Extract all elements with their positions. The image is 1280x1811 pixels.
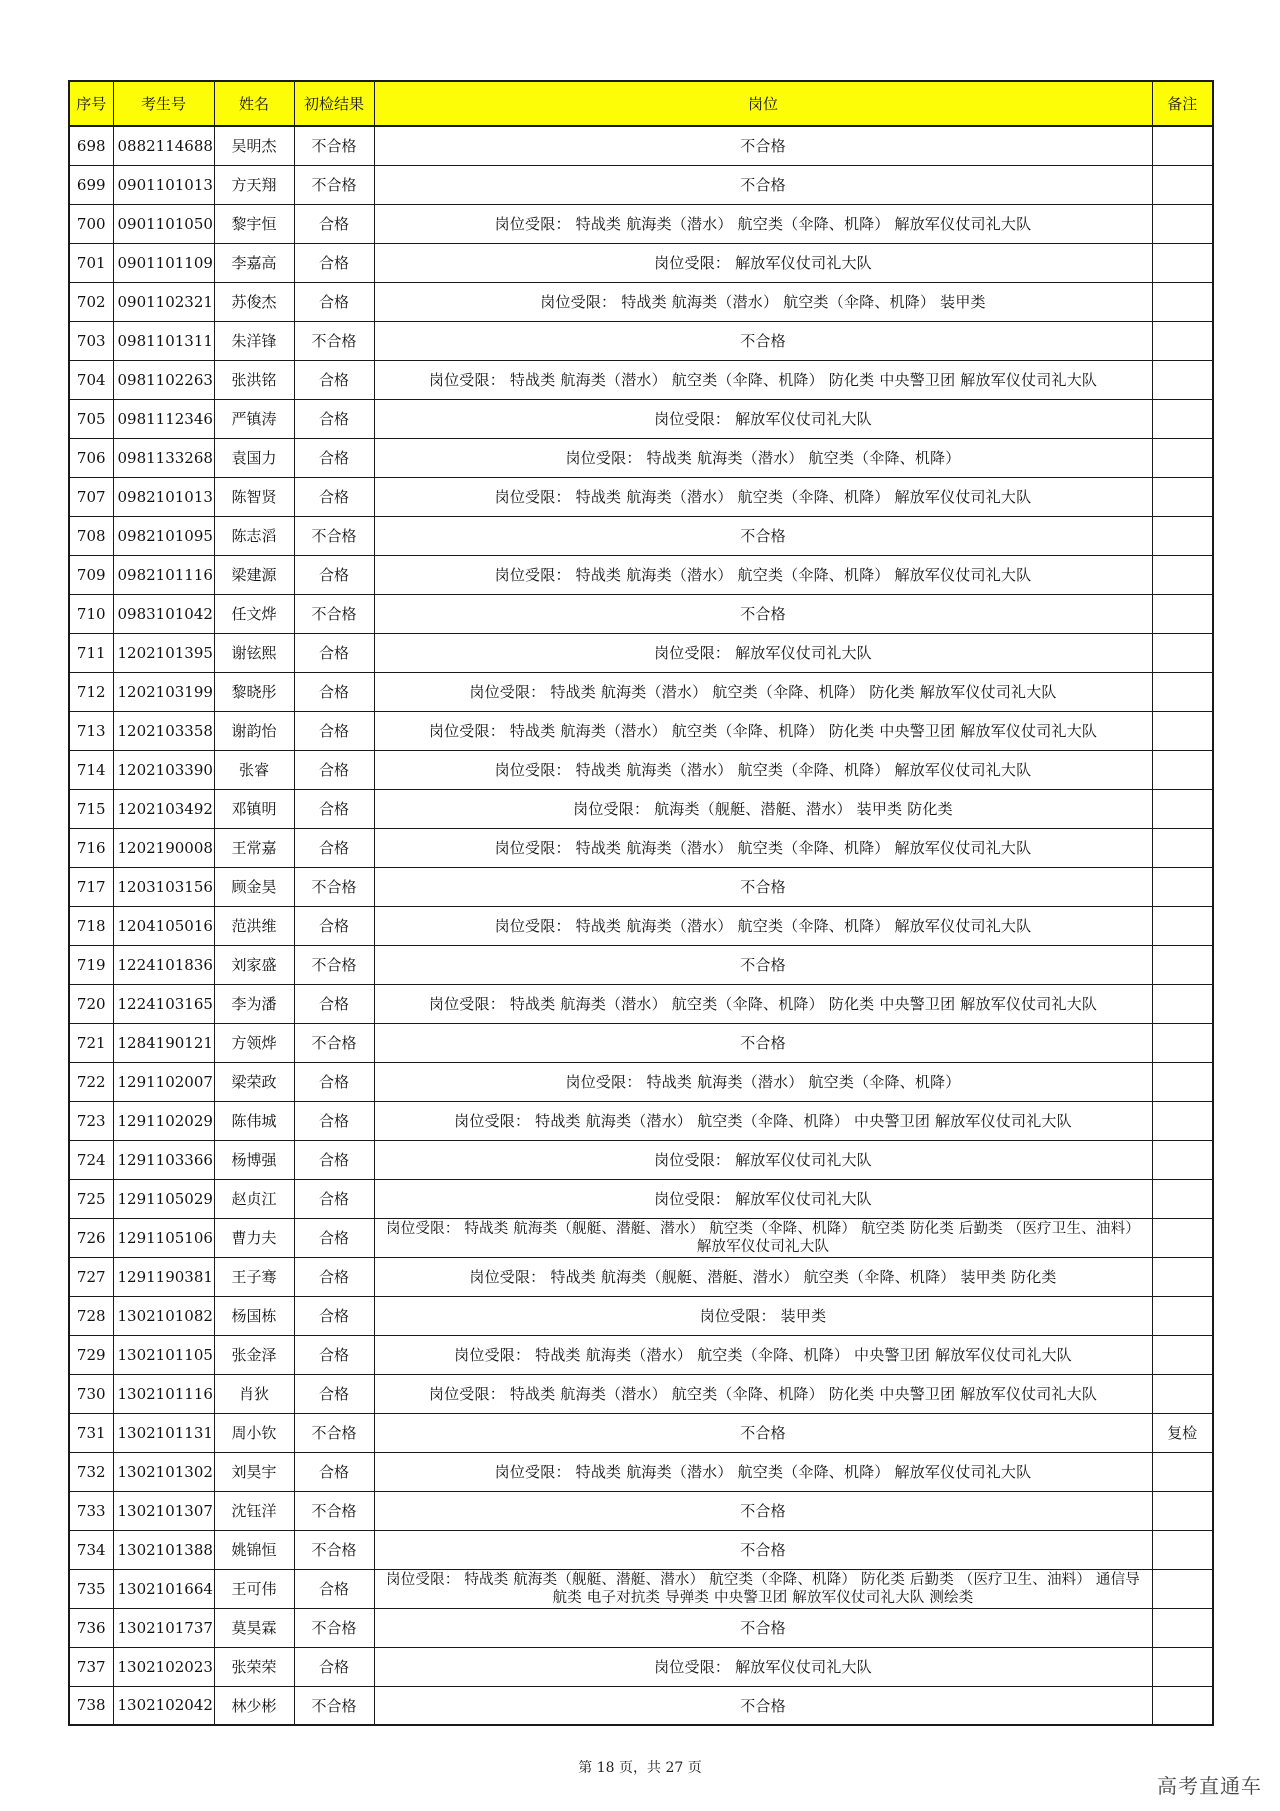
header-result: 初检结果	[294, 81, 374, 126]
cell-post: 岗位受限： 解放军仪仗司礼大队	[374, 1179, 1152, 1218]
table-row	[69, 1374, 1213, 1413]
table-body	[69, 126, 1213, 1725]
table-row	[69, 1257, 1213, 1296]
cell-post: 不合格	[374, 945, 1152, 984]
cell-post: 岗位受限： 特战类 航海类（潜水） 航空类（伞降、机降） 解放军仪仗司礼大队	[374, 906, 1152, 945]
cell-remark	[1152, 945, 1213, 984]
cell-post: 岗位受限： 特战类 航海类（舰艇、潜艇、潜水） 航空类（伞降、机降） 装甲类 防化类	[374, 1257, 1152, 1296]
cell-result: 合格	[294, 828, 374, 867]
cell-seq: 717	[69, 867, 113, 906]
cell-result: 合格	[294, 1374, 374, 1413]
cell-post: 岗位受限： 特战类 航海类（潜水） 航空类（伞降、机降） 防化类 中央警卫团 解放军仪仗司礼大队	[374, 711, 1152, 750]
cell-exam-no: 1302102023	[113, 1647, 214, 1686]
cell-seq: 709	[69, 555, 113, 594]
header-name: 姓名	[214, 81, 294, 126]
cell-exam-no: 0901101013	[113, 165, 214, 204]
table-row	[69, 1647, 1213, 1686]
cell-exam-no: 1302101388	[113, 1530, 214, 1569]
cell-remark	[1152, 1374, 1213, 1413]
cell-seq: 703	[69, 321, 113, 360]
cell-post: 岗位受限： 特战类 航海类（潜水） 航空类（伞降、机降） 中央警卫团 解放军仪仗司礼大队	[374, 1101, 1152, 1140]
cell-name: 王常嘉	[214, 828, 294, 867]
cell-name: 杨博强	[214, 1140, 294, 1179]
cell-post: 不合格	[374, 594, 1152, 633]
cell-result: 合格	[294, 1569, 374, 1608]
table-row	[69, 1686, 1213, 1725]
cell-exam-no: 1302101105	[113, 1335, 214, 1374]
cell-result: 合格	[294, 633, 374, 672]
header-exam-no: 考生号	[113, 81, 214, 126]
cell-result: 合格	[294, 1647, 374, 1686]
cell-exam-no: 1302101664	[113, 1569, 214, 1608]
cell-remark	[1152, 555, 1213, 594]
cell-result: 不合格	[294, 1608, 374, 1647]
cell-result: 不合格	[294, 321, 374, 360]
table-row	[69, 1179, 1213, 1218]
header-seq: 序号	[69, 81, 113, 126]
cell-post: 岗位受限： 特战类 航海类（舰艇、潜艇、潜水） 航空类（伞降、机降） 航空类 防化类 后勤类 （医疗卫生、油料） 解放军仪仗司礼大队	[374, 1218, 1152, 1257]
table-row	[69, 399, 1213, 438]
cell-seq: 728	[69, 1296, 113, 1335]
cell-result: 不合格	[294, 867, 374, 906]
cell-post: 岗位受限： 特战类 航海类（潜水） 航空类（伞降、机降） 防化类 解放军仪仗司礼大队	[374, 672, 1152, 711]
cell-post: 岗位受限： 特战类 航海类（潜水） 航空类（伞降、机降） 解放军仪仗司礼大队	[374, 1452, 1152, 1491]
cell-name: 邓镇明	[214, 789, 294, 828]
table-row	[69, 594, 1213, 633]
cell-remark	[1152, 126, 1213, 165]
cell-exam-no: 1302101737	[113, 1608, 214, 1647]
cell-exam-no: 0983101042	[113, 594, 214, 633]
cell-remark	[1152, 1491, 1213, 1530]
cell-exam-no: 1224103165	[113, 984, 214, 1023]
cell-remark	[1152, 594, 1213, 633]
cell-result: 合格	[294, 243, 374, 282]
cell-name: 李为潘	[214, 984, 294, 1023]
table-row	[69, 828, 1213, 867]
cell-seq: 722	[69, 1062, 113, 1101]
cell-exam-no: 1291102007	[113, 1062, 214, 1101]
cell-exam-no: 1202101395	[113, 633, 214, 672]
cell-exam-no: 1202103358	[113, 711, 214, 750]
table-row	[69, 1491, 1213, 1530]
cell-remark	[1152, 321, 1213, 360]
cell-exam-no: 0981133268	[113, 438, 214, 477]
cell-exam-no: 1204105016	[113, 906, 214, 945]
table-row	[69, 243, 1213, 282]
cell-exam-no: 0981102263	[113, 360, 214, 399]
cell-name: 杨国栋	[214, 1296, 294, 1335]
cell-name: 吴明杰	[214, 126, 294, 165]
table-row	[69, 126, 1213, 165]
cell-result: 合格	[294, 1179, 374, 1218]
cell-name: 张荣荣	[214, 1647, 294, 1686]
cell-name: 谢铉熙	[214, 633, 294, 672]
cell-exam-no: 0981112346	[113, 399, 214, 438]
cell-result: 合格	[294, 477, 374, 516]
cell-result: 合格	[294, 1101, 374, 1140]
cell-result: 合格	[294, 906, 374, 945]
cell-remark	[1152, 906, 1213, 945]
cell-remark	[1152, 165, 1213, 204]
table-row	[69, 1140, 1213, 1179]
cell-post: 岗位受限： 解放军仪仗司礼大队	[374, 1140, 1152, 1179]
cell-seq: 702	[69, 282, 113, 321]
cell-name: 顾金昊	[214, 867, 294, 906]
table-row	[69, 360, 1213, 399]
table-header-row	[69, 81, 1213, 126]
cell-post: 岗位受限： 特战类 航海类（潜水） 航空类（伞降、机降） 防化类 中央警卫团 解放军仪仗司礼大队	[374, 360, 1152, 399]
cell-result: 合格	[294, 750, 374, 789]
cell-remark	[1152, 1686, 1213, 1725]
cell-exam-no: 1202103390	[113, 750, 214, 789]
cell-seq: 734	[69, 1530, 113, 1569]
cell-exam-no: 0982101013	[113, 477, 214, 516]
cell-remark	[1152, 984, 1213, 1023]
cell-name: 谢韵怡	[214, 711, 294, 750]
cell-name: 曹力夫	[214, 1218, 294, 1257]
cell-exam-no: 1291102029	[113, 1101, 214, 1140]
cell-post: 岗位受限： 解放军仪仗司礼大队	[374, 1647, 1152, 1686]
cell-result: 不合格	[294, 945, 374, 984]
cell-exam-no: 0882114688	[113, 126, 214, 165]
table-row	[69, 165, 1213, 204]
cell-seq: 729	[69, 1335, 113, 1374]
cell-exam-no: 1291105029	[113, 1179, 214, 1218]
table-row	[69, 282, 1213, 321]
table-row	[69, 633, 1213, 672]
cell-name: 任文烨	[214, 594, 294, 633]
cell-exam-no: 1302101131	[113, 1413, 214, 1452]
cell-result: 合格	[294, 711, 374, 750]
cell-exam-no: 1302101082	[113, 1296, 214, 1335]
cell-remark	[1152, 1530, 1213, 1569]
cell-remark	[1152, 1140, 1213, 1179]
cell-exam-no: 0901101109	[113, 243, 214, 282]
cell-name: 黎晓彤	[214, 672, 294, 711]
cell-name: 陈伟城	[214, 1101, 294, 1140]
cell-result: 不合格	[294, 516, 374, 555]
cell-result: 不合格	[294, 1023, 374, 1062]
cell-seq: 706	[69, 438, 113, 477]
cell-name: 张睿	[214, 750, 294, 789]
cell-post: 岗位受限： 解放军仪仗司礼大队	[374, 243, 1152, 282]
cell-seq: 711	[69, 633, 113, 672]
cell-result: 合格	[294, 555, 374, 594]
cell-post: 岗位受限： 特战类 航海类（潜水） 航空类（伞降、机降） 装甲类	[374, 282, 1152, 321]
table-row	[69, 906, 1213, 945]
cell-exam-no: 1203103156	[113, 867, 214, 906]
cell-remark	[1152, 204, 1213, 243]
cell-seq: 718	[69, 906, 113, 945]
header-remark: 备注	[1152, 81, 1213, 126]
cell-seq: 707	[69, 477, 113, 516]
cell-seq: 719	[69, 945, 113, 984]
cell-post: 岗位受限： 特战类 航海类（潜水） 航空类（伞降、机降） 解放军仪仗司礼大队	[374, 555, 1152, 594]
cell-seq: 721	[69, 1023, 113, 1062]
table-row	[69, 438, 1213, 477]
cell-remark	[1152, 516, 1213, 555]
cell-result: 合格	[294, 204, 374, 243]
cell-seq: 723	[69, 1101, 113, 1140]
cell-exam-no: 0981101311	[113, 321, 214, 360]
cell-seq: 731	[69, 1413, 113, 1452]
cell-exam-no: 1291105106	[113, 1218, 214, 1257]
table-row	[69, 789, 1213, 828]
cell-post: 不合格	[374, 1686, 1152, 1725]
cell-remark	[1152, 1218, 1213, 1257]
cell-exam-no: 1202103199	[113, 672, 214, 711]
cell-post: 岗位受限： 解放军仪仗司礼大队	[374, 399, 1152, 438]
cell-exam-no: 1302101307	[113, 1491, 214, 1530]
cell-name: 周小钦	[214, 1413, 294, 1452]
cell-post: 岗位受限： 航海类（舰艇、潜艇、潜水） 装甲类 防化类	[374, 789, 1152, 828]
cell-exam-no: 1202190008	[113, 828, 214, 867]
cell-exam-no: 0982101095	[113, 516, 214, 555]
cell-seq: 701	[69, 243, 113, 282]
cell-remark	[1152, 1101, 1213, 1140]
cell-name: 方天翔	[214, 165, 294, 204]
cell-result: 不合格	[294, 1530, 374, 1569]
cell-remark	[1152, 1335, 1213, 1374]
cell-name: 范洪维	[214, 906, 294, 945]
cell-name: 肖狄	[214, 1374, 294, 1413]
cell-seq: 720	[69, 984, 113, 1023]
cell-result: 合格	[294, 1257, 374, 1296]
cell-exam-no: 0901102321	[113, 282, 214, 321]
cell-result: 合格	[294, 1140, 374, 1179]
cell-post: 不合格	[374, 867, 1152, 906]
cell-result: 合格	[294, 360, 374, 399]
cell-result: 不合格	[294, 1413, 374, 1452]
cell-seq: 710	[69, 594, 113, 633]
cell-post: 不合格	[374, 126, 1152, 165]
cell-post: 岗位受限： 装甲类	[374, 1296, 1152, 1335]
cell-result: 合格	[294, 282, 374, 321]
cell-name: 袁国力	[214, 438, 294, 477]
cell-result: 合格	[294, 1218, 374, 1257]
table-row	[69, 1569, 1213, 1608]
cell-result: 合格	[294, 399, 374, 438]
cell-result: 合格	[294, 1062, 374, 1101]
cell-seq: 726	[69, 1218, 113, 1257]
cell-remark	[1152, 360, 1213, 399]
cell-seq: 708	[69, 516, 113, 555]
table-row	[69, 477, 1213, 516]
cell-exam-no: 0901101050	[113, 204, 214, 243]
cell-seq: 733	[69, 1491, 113, 1530]
cell-seq: 716	[69, 828, 113, 867]
table-row	[69, 204, 1213, 243]
table-row	[69, 867, 1213, 906]
cell-result: 合格	[294, 1296, 374, 1335]
cell-exam-no: 1291190381	[113, 1257, 214, 1296]
cell-name: 朱洋锋	[214, 321, 294, 360]
cell-seq: 715	[69, 789, 113, 828]
table-row	[69, 1023, 1213, 1062]
table-row	[69, 1101, 1213, 1140]
cell-post: 岗位受限： 特战类 航海类（潜水） 航空类（伞降、机降） 中央警卫团 解放军仪仗司礼大队	[374, 1335, 1152, 1374]
cell-post: 岗位受限： 特战类 航海类（潜水） 航空类（伞降、机降） 防化类 中央警卫团 解放军仪仗司礼大队	[374, 1374, 1152, 1413]
cell-post: 岗位受限： 特战类 航海类（潜水） 航空类（伞降、机降） 防化类 中央警卫团 解放军仪仗司礼大队	[374, 984, 1152, 1023]
cell-remark	[1152, 282, 1213, 321]
table-row	[69, 1218, 1213, 1257]
cell-post: 不合格	[374, 1608, 1152, 1647]
cell-remark	[1152, 750, 1213, 789]
cell-name: 王子骞	[214, 1257, 294, 1296]
cell-remark	[1152, 1452, 1213, 1491]
cell-result: 合格	[294, 984, 374, 1023]
cell-remark	[1152, 477, 1213, 516]
table-row	[69, 1413, 1213, 1452]
cell-name: 苏俊杰	[214, 282, 294, 321]
cell-remark	[1152, 399, 1213, 438]
cell-exam-no: 0982101116	[113, 555, 214, 594]
table-row	[69, 1296, 1213, 1335]
cell-exam-no: 1224101836	[113, 945, 214, 984]
cell-name: 李嘉高	[214, 243, 294, 282]
cell-name: 姚锦恒	[214, 1530, 294, 1569]
cell-post: 岗位受限： 特战类 航海类（潜水） 航空类（伞降、机降） 解放军仪仗司礼大队	[374, 828, 1152, 867]
cell-seq: 698	[69, 126, 113, 165]
cell-remark	[1152, 1569, 1213, 1608]
cell-seq: 700	[69, 204, 113, 243]
cell-post: 岗位受限： 解放军仪仗司礼大队	[374, 633, 1152, 672]
cell-remark	[1152, 672, 1213, 711]
cell-seq: 737	[69, 1647, 113, 1686]
cell-name: 陈志滔	[214, 516, 294, 555]
cell-post: 不合格	[374, 165, 1152, 204]
table-row	[69, 555, 1213, 594]
table-row	[69, 711, 1213, 750]
results-table	[68, 80, 1214, 1726]
cell-exam-no: 1291103366	[113, 1140, 214, 1179]
cell-name: 张金泽	[214, 1335, 294, 1374]
table-row	[69, 1608, 1213, 1647]
header-post: 岗位	[374, 81, 1152, 126]
cell-exam-no: 1202103492	[113, 789, 214, 828]
cell-seq: 713	[69, 711, 113, 750]
cell-result: 不合格	[294, 165, 374, 204]
table-row	[69, 321, 1213, 360]
cell-seq: 714	[69, 750, 113, 789]
cell-seq: 736	[69, 1608, 113, 1647]
cell-seq: 724	[69, 1140, 113, 1179]
cell-name: 赵贞江	[214, 1179, 294, 1218]
cell-remark	[1152, 1062, 1213, 1101]
cell-post: 岗位受限： 特战类 航海类（潜水） 航空类（伞降、机降） 解放军仪仗司礼大队	[374, 204, 1152, 243]
cell-remark	[1152, 711, 1213, 750]
cell-exam-no: 1302102042	[113, 1686, 214, 1725]
cell-post: 岗位受限： 特战类 航海类（舰艇、潜艇、潜水） 航空类（伞降、机降） 防化类 后勤类 （医疗卫生、油料） 通信导航类 电子对抗类 导弹类 中央警卫团 解放军仪仗司礼大队 测绘类	[374, 1569, 1152, 1608]
cell-remark	[1152, 1179, 1213, 1218]
cell-remark	[1152, 1608, 1213, 1647]
cell-seq: 730	[69, 1374, 113, 1413]
table-row	[69, 1452, 1213, 1491]
table-row	[69, 1530, 1213, 1569]
cell-seq: 704	[69, 360, 113, 399]
cell-post: 岗位受限： 特战类 航海类（潜水） 航空类（伞降、机降）	[374, 438, 1152, 477]
cell-remark	[1152, 1023, 1213, 1062]
cell-post: 不合格	[374, 1491, 1152, 1530]
cell-result: 合格	[294, 1335, 374, 1374]
cell-remark	[1152, 1257, 1213, 1296]
cell-result: 合格	[294, 438, 374, 477]
cell-remark	[1152, 828, 1213, 867]
table-row	[69, 1062, 1213, 1101]
cell-name: 林少彬	[214, 1686, 294, 1725]
table-row	[69, 984, 1213, 1023]
cell-name: 刘家盛	[214, 945, 294, 984]
cell-result: 不合格	[294, 594, 374, 633]
cell-remark	[1152, 867, 1213, 906]
cell-result: 合格	[294, 1452, 374, 1491]
cell-result: 不合格	[294, 1686, 374, 1725]
cell-result: 不合格	[294, 1491, 374, 1530]
cell-seq: 738	[69, 1686, 113, 1725]
cell-post: 不合格	[374, 516, 1152, 555]
cell-remark	[1152, 1647, 1213, 1686]
cell-remark	[1152, 243, 1213, 282]
cell-name: 黎宇恒	[214, 204, 294, 243]
cell-seq: 732	[69, 1452, 113, 1491]
cell-post: 岗位受限： 特战类 航海类（潜水） 航空类（伞降、机降） 解放军仪仗司礼大队	[374, 477, 1152, 516]
watermark-logo: 高考直通车	[1157, 1774, 1262, 1798]
cell-seq: 735	[69, 1569, 113, 1608]
cell-name: 王可伟	[214, 1569, 294, 1608]
cell-seq: 705	[69, 399, 113, 438]
cell-post: 岗位受限： 特战类 航海类（潜水） 航空类（伞降、机降）	[374, 1062, 1152, 1101]
cell-name: 严镇涛	[214, 399, 294, 438]
cell-exam-no: 1302101302	[113, 1452, 214, 1491]
table-row	[69, 672, 1213, 711]
cell-post: 不合格	[374, 321, 1152, 360]
cell-name: 刘昊宇	[214, 1452, 294, 1491]
cell-post: 不合格	[374, 1023, 1152, 1062]
table-row	[69, 750, 1213, 789]
cell-result: 合格	[294, 672, 374, 711]
cell-name: 陈智贤	[214, 477, 294, 516]
cell-post: 不合格	[374, 1413, 1152, 1452]
cell-remark	[1152, 1296, 1213, 1335]
cell-seq: 727	[69, 1257, 113, 1296]
cell-result: 不合格	[294, 126, 374, 165]
cell-name: 梁荣政	[214, 1062, 294, 1101]
cell-name: 张洪铭	[214, 360, 294, 399]
cell-post: 不合格	[374, 1530, 1152, 1569]
cell-name: 莫昊霖	[214, 1608, 294, 1647]
table-row	[69, 516, 1213, 555]
cell-remark	[1152, 633, 1213, 672]
cell-name: 沈钰洋	[214, 1491, 294, 1530]
cell-exam-no: 1302101116	[113, 1374, 214, 1413]
cell-remark	[1152, 789, 1213, 828]
table-row	[69, 945, 1213, 984]
cell-remark	[1152, 438, 1213, 477]
table-row	[69, 1335, 1213, 1374]
cell-seq: 699	[69, 165, 113, 204]
cell-post: 岗位受限： 特战类 航海类（潜水） 航空类（伞降、机降） 解放军仪仗司礼大队	[374, 750, 1152, 789]
cell-exam-no: 1284190121	[113, 1023, 214, 1062]
cell-seq: 725	[69, 1179, 113, 1218]
cell-name: 方领烨	[214, 1023, 294, 1062]
cell-result: 合格	[294, 789, 374, 828]
cell-seq: 712	[69, 672, 113, 711]
cell-name: 梁建源	[214, 555, 294, 594]
page-footer: 第 18 页，共 27 页	[578, 1760, 702, 1776]
cell-remark: 复检	[1152, 1413, 1213, 1452]
